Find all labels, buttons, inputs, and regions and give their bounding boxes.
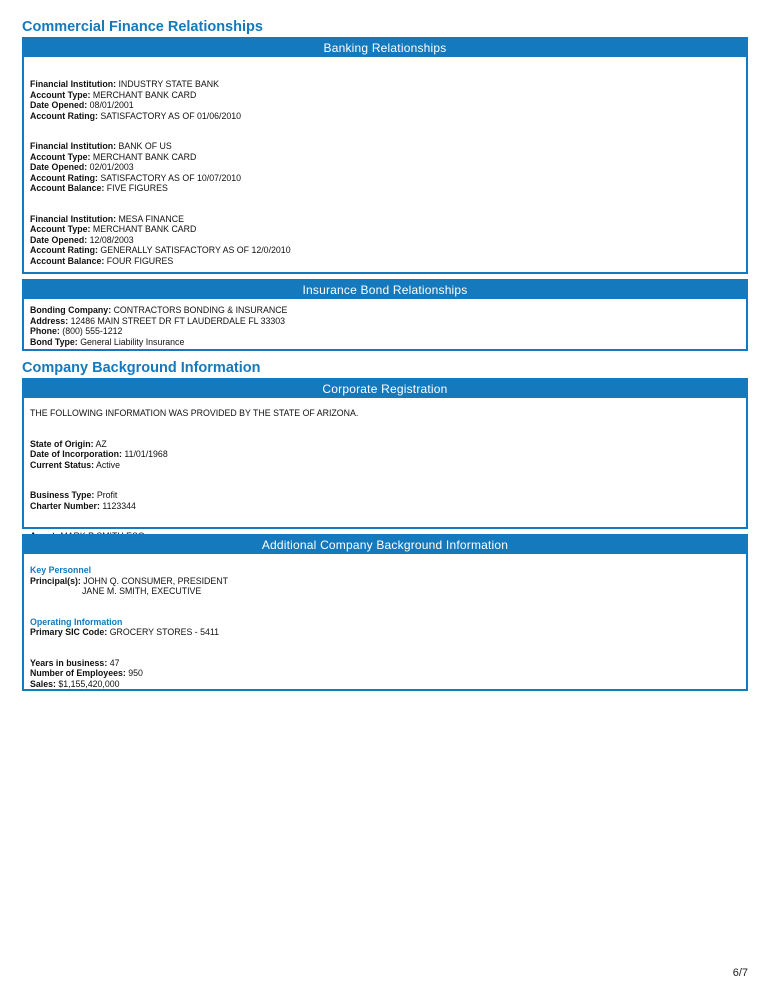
field-label: Sales:: [30, 678, 56, 689]
field-label: Primary SIC Code:: [30, 627, 108, 637]
date-opened-value: 08/01/2001: [89, 100, 134, 110]
field-label: Account Type:: [30, 151, 91, 162]
field-label: Financial Institution:: [30, 141, 117, 151]
field-label: Address:: [30, 315, 69, 326]
principal-value: JOHN Q. CONSUMER, PRESIDENT: [83, 575, 228, 586]
operating-information-heading: Operating Information: [30, 616, 123, 627]
incorporation-date-value: 11/01/1968: [124, 449, 168, 459]
bond-type-value: General Liability Insurance: [80, 336, 185, 347]
field-label: Financial Institution:: [30, 213, 117, 224]
field-label: Account Rating:: [30, 172, 98, 183]
corporate-registration-header: Corporate Registration: [24, 380, 746, 398]
account-rating-value: SATISFACTORY AS OF 10/07/2010: [100, 172, 242, 183]
banking-relationships-header: Banking Relationships: [24, 39, 746, 57]
state-of-origin-value: AZ: [95, 438, 107, 449]
field-label: Account Balance:: [30, 183, 105, 193]
field-label: Phone:: [30, 326, 60, 336]
field-label: State of Origin:: [30, 438, 94, 449]
financial-institution-value: BANK OF US: [118, 141, 172, 151]
additional-background-header: Additional Company Background Information: [24, 536, 746, 554]
key-personnel-heading: Key Personnel: [30, 565, 92, 575]
account-type-value: MERCHANT BANK CARD: [92, 89, 197, 100]
address-value: 12486 MAIN STREET DR FT LAUDERDALE FL 33303: [70, 315, 286, 326]
field-label: Financial Institution:: [30, 79, 117, 89]
section-title-commercial-finance: Commercial Finance Relationships: [22, 19, 263, 35]
principal-value: JANE M. SMITH, EXECUTIVE: [82, 586, 202, 596]
section-title-company-background: Company Background Information: [22, 360, 261, 376]
field-label: Account Type:: [30, 224, 91, 234]
charter-number-value: 1123344: [102, 500, 136, 511]
field-label: Charter Number:: [30, 500, 100, 511]
field-label: Principal(s):: [30, 575, 81, 586]
additional-background-panel: [22, 534, 748, 691]
field-label: Date Opened:: [30, 162, 88, 172]
date-opened-value: 02/01/2003: [89, 162, 134, 172]
field-label: Years in business:: [30, 657, 108, 668]
field-label: Date Opened:: [30, 100, 88, 110]
years-in-business-value: 47: [109, 657, 120, 668]
field-label: Date of Incorporation:: [30, 449, 122, 459]
registration-intro: THE FOLLOWING INFORMATION WAS PROVIDED BY THE STATE OF ARIZONA.: [30, 408, 359, 418]
field-label: Bond Type:: [30, 336, 78, 347]
account-rating-value: SATISFACTORY AS OF 01/06/2010: [100, 110, 242, 121]
field-label: Account Type:: [30, 89, 91, 100]
account-type-value: MERCHANT BANK CARD: [92, 224, 197, 234]
account-rating-value: GENERALLY SATISFACTORY AS OF 12/0/2010: [100, 245, 291, 255]
bank-account-entry: [30, 79, 740, 121]
date-opened-value: 12/08/2003: [89, 234, 134, 245]
field-label: Date Opened:: [30, 234, 88, 245]
bonding-company-value: CONTRACTORS BONDING & INSURANCE: [113, 305, 288, 315]
bank-account-entry: [30, 214, 740, 267]
account-balance-value: FOUR FIGURES: [106, 255, 174, 266]
employees-value: 950: [128, 668, 143, 678]
page-number: 6/7: [732, 967, 748, 979]
sic-code-value: GROCERY STORES - 5411: [109, 627, 220, 637]
financial-institution-value: INDUSTRY STATE BANK: [118, 79, 220, 89]
account-balance-value: FIVE FIGURES: [106, 183, 168, 193]
field-label: Account Rating:: [30, 110, 98, 121]
field-label: Bonding Company:: [30, 305, 112, 315]
banking-relationships-panel: [22, 37, 748, 274]
phone-value: (800) 555-1212: [62, 326, 123, 336]
insurance-bond-header: Insurance Bond Relationships: [24, 281, 746, 299]
financial-institution-value: MESA FINANCE: [118, 213, 184, 224]
account-type-value: MERCHANT BANK CARD: [92, 151, 197, 162]
sales-value: $1,155,420,000: [58, 678, 120, 689]
bank-account-entry: [30, 141, 740, 194]
field-label: Account Balance:: [30, 255, 105, 266]
field-label: Business Type:: [30, 490, 95, 500]
field-label: Current Status:: [30, 459, 95, 470]
insurance-bond-panel: [22, 279, 748, 351]
field-label: Account Rating:: [30, 245, 98, 255]
current-status-value: Active: [96, 459, 120, 470]
corporate-registration-panel: [22, 378, 748, 529]
business-type-value: Profit: [96, 490, 118, 500]
field-label: Number of Employees:: [30, 668, 126, 678]
